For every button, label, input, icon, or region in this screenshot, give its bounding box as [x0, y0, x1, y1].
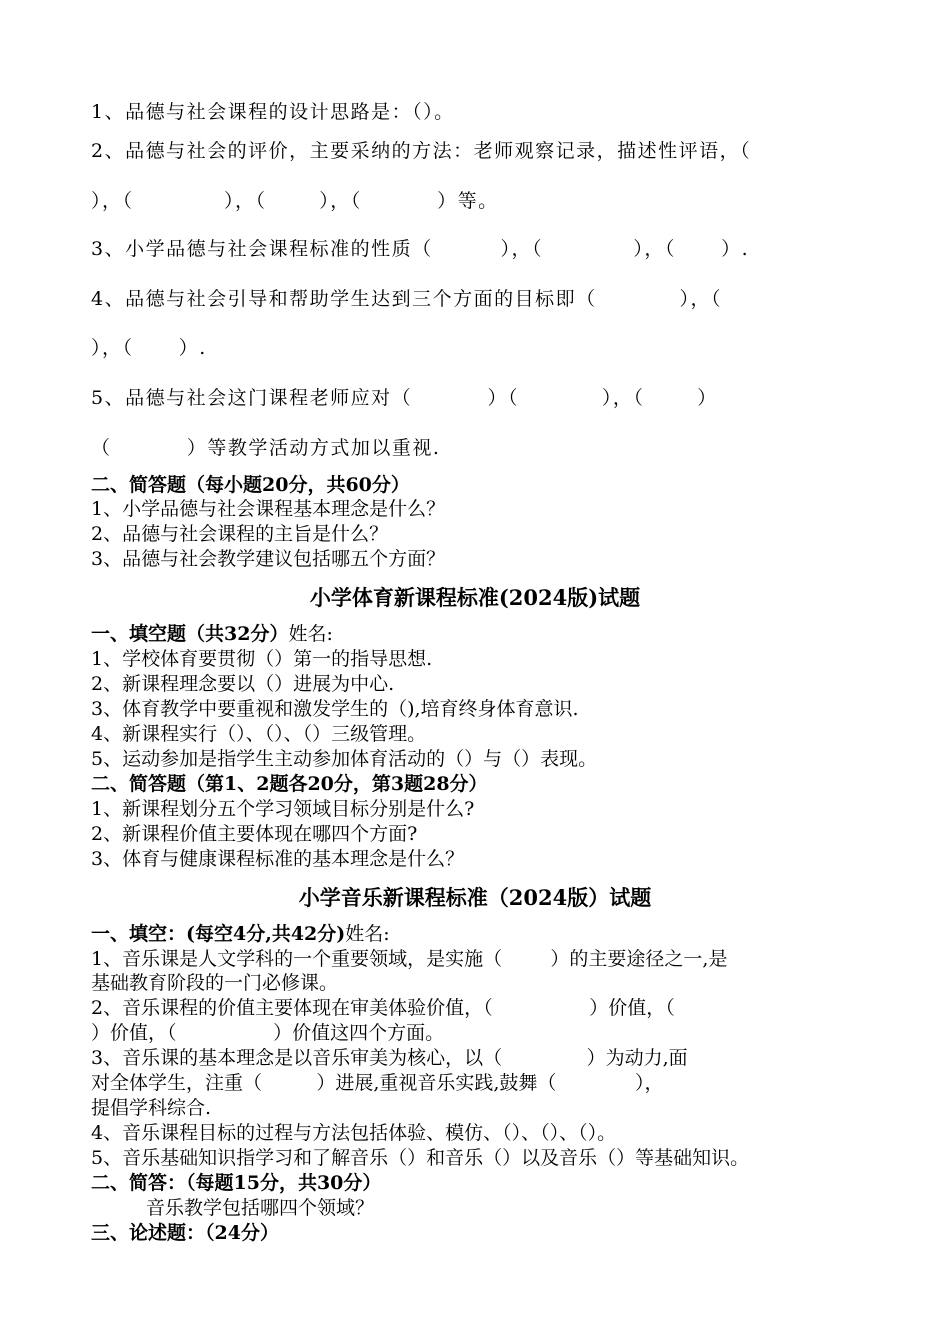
pe-exam-title: 小学体育新课程标准(2024版)试题 [309, 585, 641, 610]
pe-fill-item-5: 5、运动参加是指学生主动参加体育活动的（）与（）表现。 [91, 748, 598, 770]
music-line-8: 4、音乐课程目标的过程与方法包括体验、模仿、（）、（）、（）。 [91, 1122, 617, 1144]
fill-item-5: 5、品德与社会这门课程老师应对（ ）（ ），（ ） [91, 387, 718, 409]
fill-item-4-cont: ），（ ）. [91, 337, 207, 359]
pe-short-item-2: 2、新课程价值主要体现在哪四个方面? [91, 823, 418, 845]
pe-name-label: 姓名: [288, 623, 333, 645]
music-line-3: 2、音乐课程的价值主要体现在审美体验价值，（ ）价值，（ [91, 997, 675, 1019]
short-item-2: 2、品德与社会课程的主旨是什么？ [91, 523, 389, 545]
music-line-9: 5、音乐基础知识指学习和了解音乐（）和音乐（）以及音乐（）等基础知识。 [91, 1147, 750, 1169]
music-short-item: 音乐教学包括哪四个领域？ [146, 1197, 375, 1219]
music-line-6: 对全体学生，注重（ ）进展,重视音乐实践,鼓舞（ ）， [91, 1072, 664, 1094]
music-line-7: 提倡学科综合. [91, 1097, 212, 1119]
music-line-5: 3、音乐课的基本理念是以音乐审美为核心，以（ ）为动力,面 [91, 1047, 688, 1069]
section-heading-short-answer: 二、简答题（每小题20分，共60分） [91, 474, 410, 496]
music-essay-heading: 三、论述题：（24分） [91, 1222, 279, 1244]
music-line-1: 1、音乐课是人文学科的一个重要领域，是实施（ ）的主要途径之一,是 [91, 948, 728, 970]
music-fill-heading-row [91, 923, 390, 945]
fill-item-4: 4、品德与社会引导和帮助学生达到三个方面的目标即（ ），（ [91, 288, 723, 310]
short-item-1: 1、小学品德与社会课程基本理念是什么？ [91, 498, 446, 520]
music-line-2: 基础教育阶段的一门必修课。 [91, 972, 339, 994]
music-exam-title: 小学音乐新课程标准（2024版）试题 [298, 885, 652, 910]
pe-short-heading: 二、简答题（第1、2题各20分，第3题28分） [91, 773, 488, 795]
pe-fill-item-1: 1、学校体育要贯彻（）第一的指导思想. [91, 648, 433, 670]
music-name-label: 姓名: [345, 923, 390, 945]
pe-short-item-3: 3、体育与健康课程标准的基本理念是什么？ [91, 848, 465, 870]
pe-fill-heading-row [91, 623, 333, 645]
fill-item-3: 3、小学品德与社会课程标准的性质（ ），（ ），（ ）. [91, 238, 750, 260]
music-fill-heading: 一、填空：(每空4分,共42分) [91, 923, 346, 945]
pe-short-item-1: 1、新课程划分五个学习领域目标分别是什么? [91, 798, 475, 820]
pe-fill-heading: 一、填空题（共32分） [91, 623, 289, 645]
pe-fill-item-2: 2、新课程理念要以（）进展为中心. [91, 673, 395, 695]
pe-fill-item-3: 3、体育教学中要重视和激发学生的（),培育终身体育意识. [91, 698, 579, 720]
pe-fill-item-4: 4、新课程实行（）、（）、（）三级管理。 [91, 723, 427, 745]
music-line-4: ）价值，（ ）价值这四个方面。 [91, 1022, 445, 1044]
short-item-3: 3、品德与社会教学建议包括哪五个方面？ [91, 548, 446, 570]
fill-item-5-cont: （ ）等教学活动方式加以重视. [91, 437, 441, 459]
music-short-heading: 二、简答：（每题15分，共30分） [91, 1172, 382, 1194]
fill-item-2: 2、品德与社会的评价，主要采纳的方法：老师观察记录，描述性评语，（ [91, 140, 752, 162]
fill-item-2-cont: ），（ ），（ ），（ ）等。 [91, 190, 499, 212]
fill-item-1: 1、品德与社会课程的设计思路是：（）。 [91, 101, 455, 123]
